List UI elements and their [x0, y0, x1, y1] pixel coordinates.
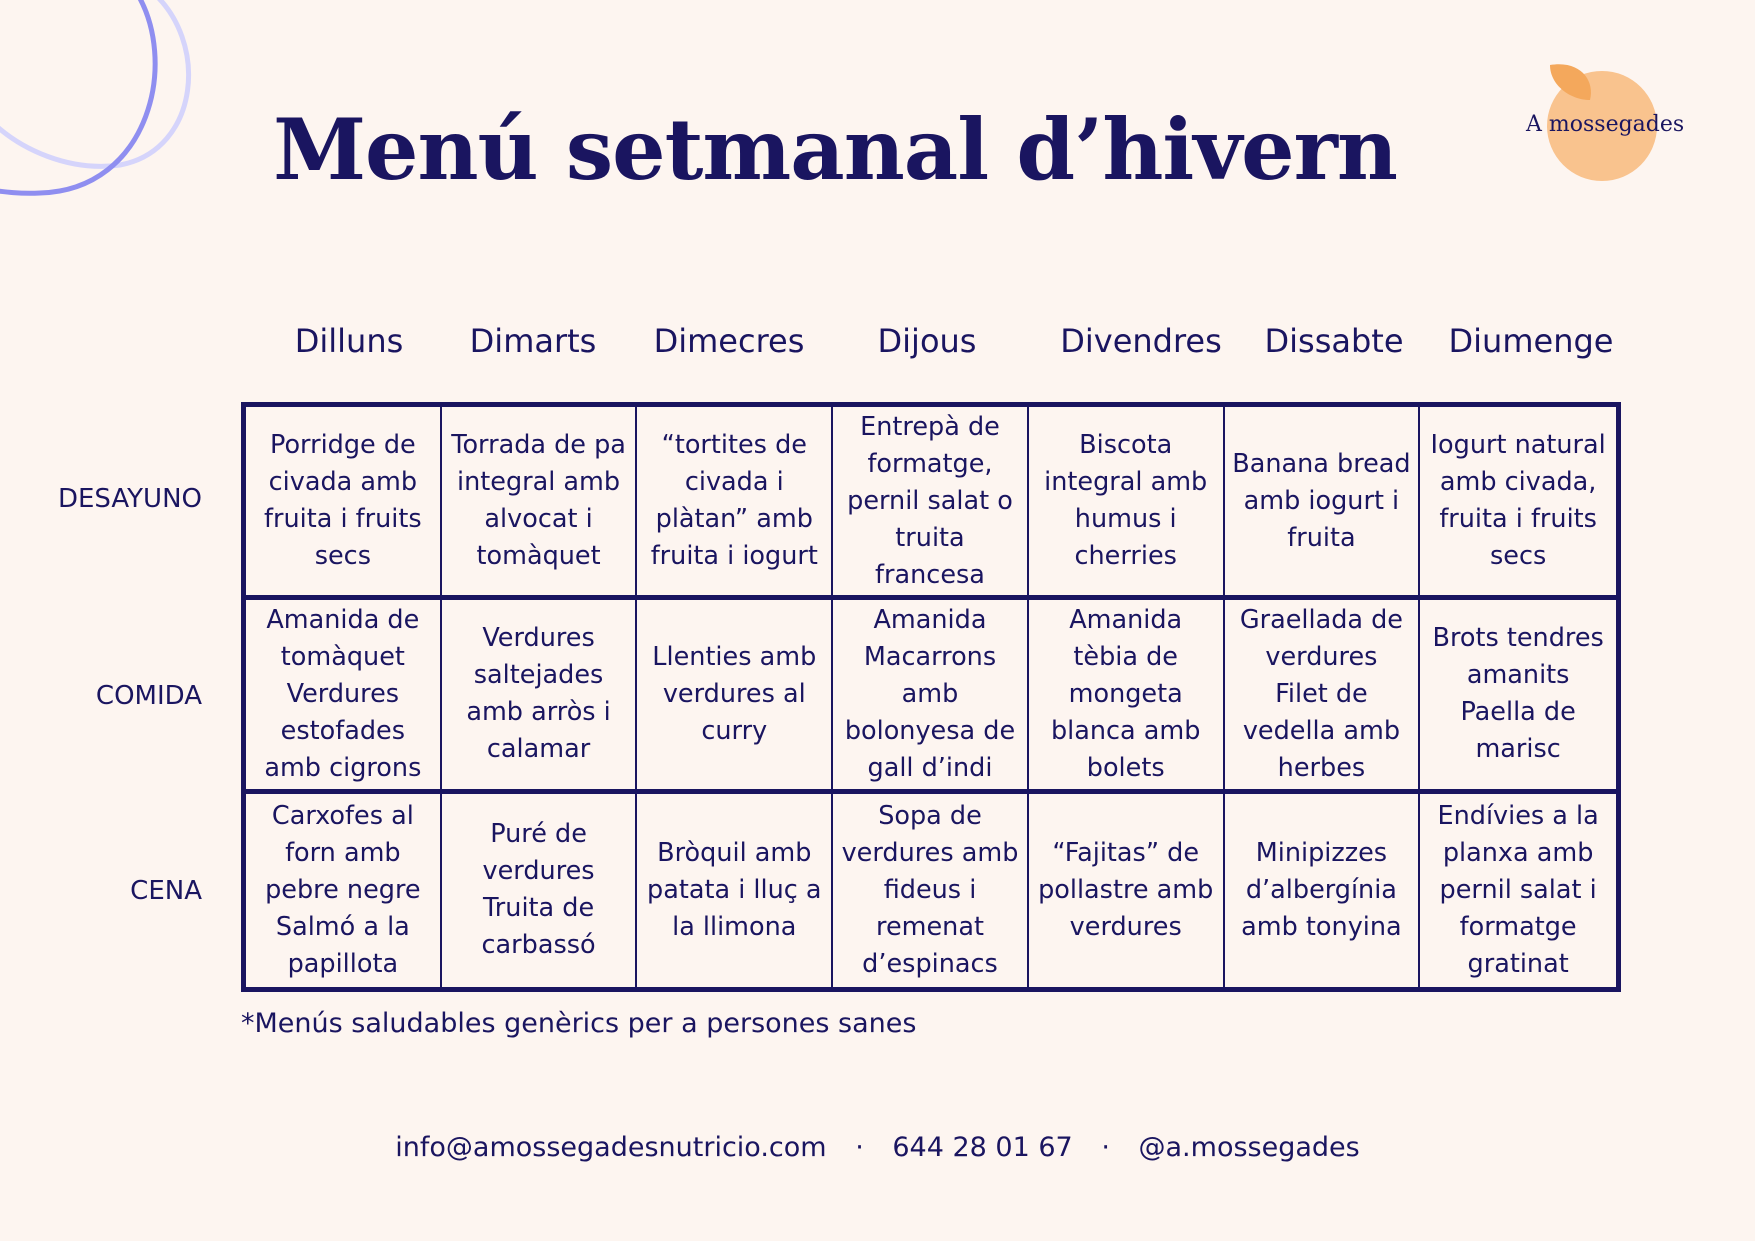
- menu-cell: Sopa de verdures amb fideus i remenat d’espinacs: [833, 794, 1029, 987]
- contact-footer: [0, 1132, 1755, 1163]
- menu-cell: Biscota integral amb humus i cherries: [1029, 407, 1225, 600]
- social-handle[interactable]: @a.mossegades: [1138, 1132, 1360, 1163]
- separator: ·: [1101, 1132, 1110, 1163]
- menu-cell: Endívies a la planxa amb pernil salat i formatge gratinat: [1437, 800, 1599, 979]
- menu-cell: Banana bread amb iogurt i fruita: [1225, 407, 1421, 600]
- page-title: Menú setmanal d’hivern: [273, 100, 1397, 199]
- footnote: *Menús saludables genèrics per a persones sanes: [241, 1008, 917, 1039]
- logo-text: A mossegades: [1526, 112, 1685, 137]
- menu-cell: Puré de verdures Truita de carbassó: [442, 794, 638, 987]
- menu-cell: Amanida Macarrons amb bolonyesa de gall d’indi: [833, 600, 1029, 793]
- menu-table: [241, 402, 1621, 992]
- menu-cell: Carxofes al forn amb pebre negre Salmó a la papillota: [246, 794, 442, 987]
- menu-cell: “tortites de civada i plàtan” amb fruita i iogurt: [637, 407, 833, 600]
- menu-cell: Bròquil amb patata i lluç a la llimona: [637, 794, 833, 987]
- day-header: Dijous: [877, 322, 977, 360]
- day-header: Diumenge: [1448, 322, 1614, 360]
- menu-cell: Verdures saltejades amb arròs i calamar: [442, 600, 638, 793]
- day-header: Dissabte: [1264, 322, 1404, 360]
- menu-cell: “Fajitas” de pollastre amb verdures: [1029, 794, 1225, 987]
- menu-cell: Brots tendres amanits Paella de marisc: [1420, 600, 1616, 793]
- day-header: Dimecres: [653, 322, 805, 360]
- day-header: Dimarts: [469, 322, 597, 360]
- menu-cell: Amanida de tomàquet Verdures estofades amb cigrons: [246, 600, 442, 793]
- email-link[interactable]: info@amossegadesnutricio.com: [395, 1132, 827, 1163]
- separator: ·: [855, 1132, 864, 1163]
- meal-label: DESAYUNO: [57, 484, 202, 514]
- day-header: Dilluns: [294, 322, 404, 360]
- menu-cell: Graellada de verdures Filet de vedella amb herbes: [1225, 600, 1421, 793]
- menu-cell: Llenties amb verdures al curry: [637, 600, 833, 793]
- menu-cell: Entrepà de formatge, pernil salat o truita francesa: [833, 407, 1029, 600]
- menu-cell: Amanida tèbia de mongeta blanca amb bolets: [1029, 600, 1225, 793]
- day-header: Divendres: [1060, 322, 1222, 360]
- phone-number[interactable]: 644 28 01 67: [892, 1132, 1073, 1163]
- meal-label: CENA: [130, 876, 202, 906]
- menu-cell: Minipizzes d’albergínia amb tonyina: [1225, 794, 1421, 987]
- menu-cell: Porridge de civada amb fruita i fruits secs: [246, 407, 442, 600]
- menu-cell: Iogurt natural amb civada, fruita i fruits secs: [1420, 407, 1616, 600]
- menu-cell: Torrada de pa integral amb alvocat i tomàquet: [442, 407, 638, 600]
- meal-label: COMIDA: [95, 681, 202, 711]
